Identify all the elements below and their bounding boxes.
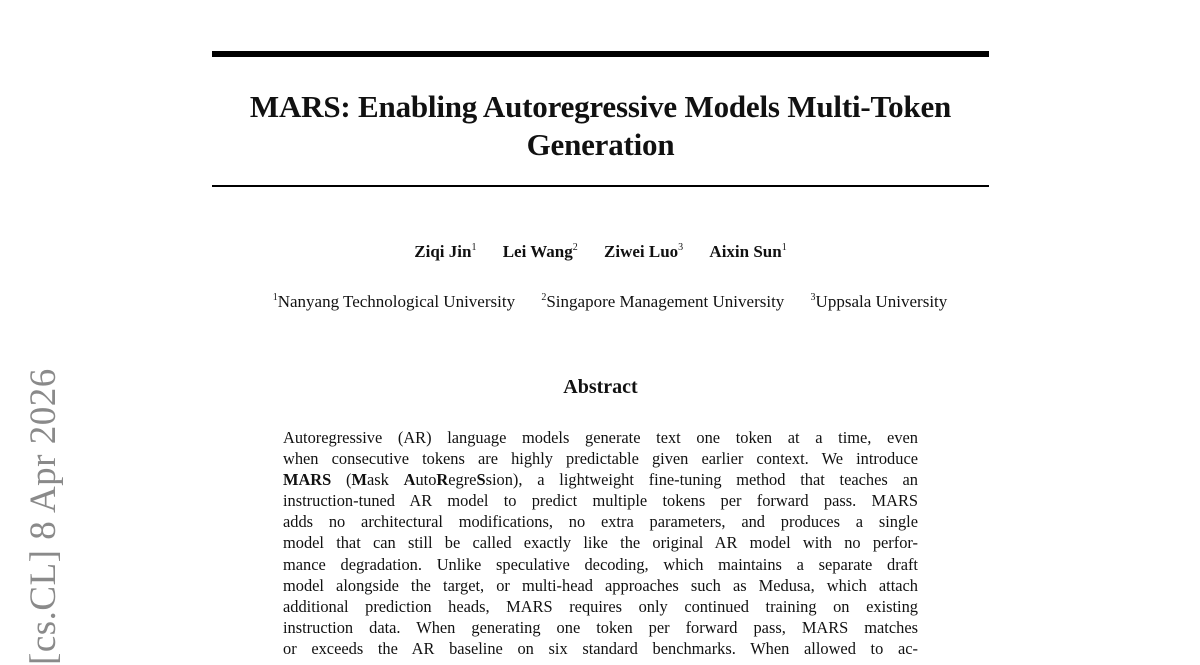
title-bottom-rule bbox=[212, 185, 989, 187]
affiliation bbox=[273, 291, 515, 313]
abstract-body bbox=[283, 427, 919, 658]
abstract-line: instruction-tuned AR model to predict multiple tokens per forward pass. MARS bbox=[283, 491, 918, 511]
abstract-line: adds no architectural modifications, no extra parameters, and produces a single bbox=[283, 512, 918, 532]
abstract-line: MARS (Mask AutoRegreSsion), a lightweight fine-tuning method that teaches an bbox=[283, 470, 919, 490]
affiliation bbox=[811, 291, 948, 313]
abstract-line: mance degradation. Unlike speculative decoding, which maintains a separate draft bbox=[283, 554, 918, 574]
author-affiliation-mark: 3 bbox=[678, 242, 684, 253]
author bbox=[604, 241, 683, 263]
arxiv-identifier-stamp: [cs.CL] 8 Apr 2026 bbox=[23, 368, 64, 665]
abstract-line: additional prediction heads, MARS requires only continued training on existing bbox=[283, 596, 918, 616]
affiliation-mark: 1 bbox=[272, 292, 278, 303]
author bbox=[709, 241, 786, 263]
abstract-heading: Abstract bbox=[563, 376, 638, 398]
paper-title-line-2: Generation bbox=[526, 127, 675, 162]
abstract-line: or exceeds the AR baseline on six standard benchmarks. When allowed to ac- bbox=[283, 638, 918, 658]
affiliation-name: Uppsala University bbox=[815, 292, 948, 311]
mars-acronym: MARS bbox=[283, 470, 332, 490]
author-name: Ziqi Jin bbox=[414, 242, 472, 261]
author-list bbox=[212, 241, 989, 263]
author-affiliation-mark: 1 bbox=[781, 242, 787, 253]
abstract-line: model alongside the target, or multi-head approaches such as Medusa, which attach bbox=[283, 575, 918, 595]
author-name: Lei Wang bbox=[502, 242, 573, 261]
affiliation bbox=[541, 291, 784, 313]
abstract-line: Autoregressive (AR) language models generate text one token at a time, even bbox=[283, 428, 918, 447]
author-affiliation-mark: 2 bbox=[572, 242, 578, 253]
abstract-line: instruction data. When generating one token per forward pass, MARS matches bbox=[283, 617, 918, 637]
author bbox=[414, 241, 476, 263]
author bbox=[503, 241, 578, 263]
affiliation-name: Nanyang Technological University bbox=[277, 292, 516, 311]
affiliation-mark: 3 bbox=[810, 292, 816, 303]
paper-title-line-1: MARS: Enabling Autoregressive Models Multi-Token bbox=[249, 89, 952, 124]
paper-title bbox=[212, 88, 989, 164]
author-affiliation-mark: 1 bbox=[471, 242, 477, 253]
abstract-line: when consecutive tokens are highly predictable given earlier context. We introduce bbox=[283, 449, 918, 469]
affiliation-list bbox=[200, 291, 1020, 313]
abstract-line: model that can still be called exactly like the original AR model with no perfor- bbox=[283, 533, 918, 553]
author-name: Aixin Sun bbox=[709, 242, 782, 261]
author-name: Ziwei Luo bbox=[604, 242, 679, 261]
title-top-rule bbox=[212, 51, 989, 57]
affiliation-mark: 2 bbox=[541, 292, 547, 303]
affiliation-name: Singapore Management University bbox=[546, 292, 785, 311]
